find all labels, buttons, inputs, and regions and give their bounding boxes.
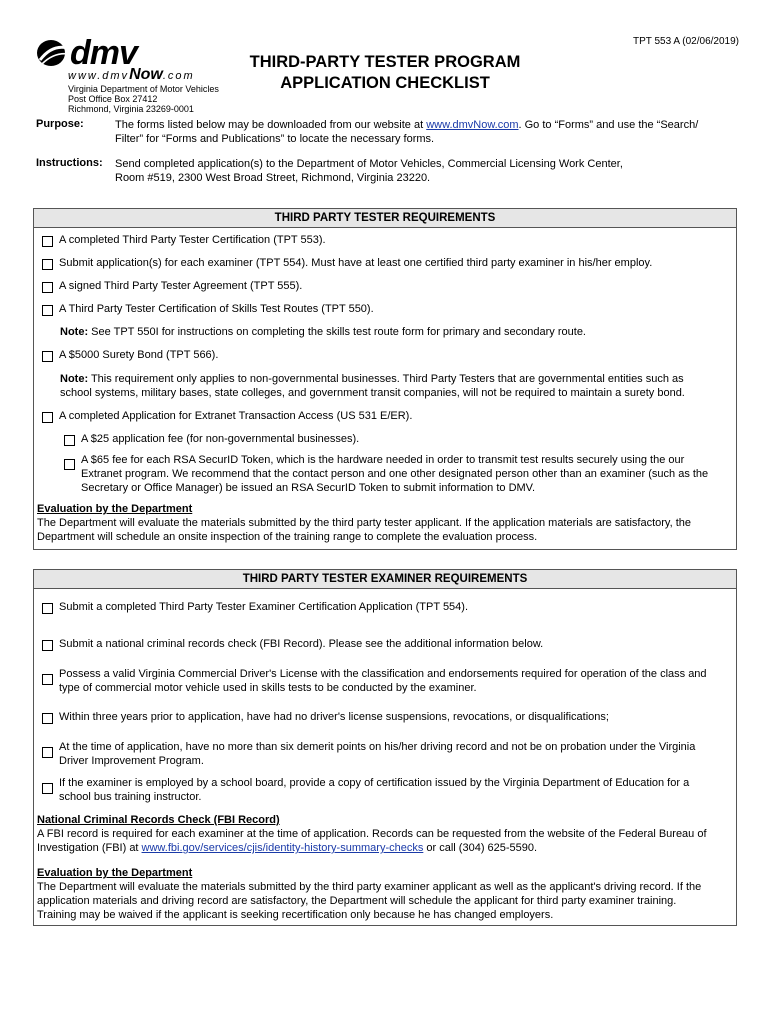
item-school-board: If the examiner is employed by a school board, provide a copy of certification issued by the Virginia Department of Education for a school bus training instructor. [59,777,690,803]
item-surety-bond: A $5000 Surety Bond (TPT 566). [59,349,219,361]
page-title: THIRD-PARTY TESTER PROGRAM APPLICATION CHECKLIST [249,53,521,92]
item-examiner-applications: Submit application(s) for each examiner (TPT 554). Must have at least one certified third party examiner in his/her employ. [59,257,653,269]
tester-evaluation: Evaluation by the Department The Department will evaluate the materials submitted by the third party tester applicant. If the application materials are satisfactory, the Department will schedule an onsite inspection of the training range to complete the evaluation process. [37,503,692,543]
item-certification: A completed Third Party Tester Certification (TPT 553). [59,234,326,246]
fbi-link[interactable]: www.fbi.gov/services/cjis/identity-history-summary-checks [141,842,424,854]
checkbox-fbi-record[interactable] [42,640,53,651]
fbi-record-info: National Criminal Records Check (FBI Record) A FBI record is required for each examiner at the time of application. Records can be requested from the website of the Federal Bureau of Investigation (FBI) at www.fbi.gov/services/cjis/identity-history-summary-checks or call (304) 625-5590. [37,814,707,854]
checkbox-commercial-license[interactable] [42,674,53,685]
logo-url: www.dmvNow.com [68,66,195,83]
checkbox-examiner-certification[interactable] [42,603,53,614]
agency-city: Richmond, Virginia 23269-0001 [68,104,194,114]
instructions-label: Instructions: [36,157,103,169]
examiner-evaluation: Evaluation by the Department The Department will evaluate the materials submitted by the third party examiner applicant as well as the applicant's driving record. If the application materials and driving record are satisfactory, the Department will schedule the applicant for third party examiner training. Training may be waived if the applicant is seeking recertification only because he has changed employers. [37,867,702,921]
item-test-routes: A Third Party Tester Certification of Skills Test Routes (TPT 550). [59,303,374,315]
dmv-swirl-icon [36,38,70,68]
logo-dmv-text: dmv [70,34,137,72]
checkbox-extranet-access[interactable] [42,412,53,423]
dmv-logo [36,34,236,114]
checkbox-application-fee[interactable] [64,435,75,446]
checkbox-demerit-points[interactable] [42,747,53,758]
note-surety-bond: Note: This requirement only applies to non-governmental businesses. Third Party Testers that are governmental entities such as school systems, military bases, state colleges, and government transit companies, will not be required to maintain a surety bond. [60,373,685,399]
tester-requirements-heading: THIRD PARTY TESTER REQUIREMENTS [34,209,736,228]
checkbox-tester-agreement[interactable] [42,282,53,293]
item-application-fee: A $25 application fee (for non-governmental businesses). [81,433,360,445]
item-securid-fee: A $65 fee for each RSA SecurID Token, which is the hardware needed in order to transmit test results securely using the our Extranet program. We recommend that the contact person and one other designated person other than an examiner (such as the Secretary or Office Manager) be issued an RSA SecurID Token to submit information to DMV. [81,454,709,494]
checkbox-school-board[interactable] [42,783,53,794]
checkbox-certification[interactable] [42,236,53,247]
note-test-routes: Note: See TPT 550I for instructions on completing the skills test route form for primary and secondary route. [60,326,586,338]
checkbox-surety-bond[interactable] [42,351,53,362]
item-commercial-license: Possess a valid Virginia Commercial Driver's License with the classification and endorsements required for operation of the class and type of commercial motor vehicle used in skills tests to be conducted by the examiner. [59,668,707,694]
checkbox-no-suspensions[interactable] [42,713,53,724]
purpose-text: The forms listed below may be downloaded from our website at www.dmvNow.com. Go to “Forms” and use the “Search/ Filter” for “Forms and Publications” to locate the necessary forms. [115,119,699,145]
examiner-requirements-section [33,569,737,926]
item-tester-agreement: A signed Third Party Tester Agreement (TPT 555). [59,280,303,292]
form-code: TPT 553 A (02/06/2019) [632,36,739,47]
purpose-label: Purpose: [36,118,84,130]
instructions-text: Send completed application(s) to the Department of Motor Vehicles, Commercial Licensing Work Center, Room #519, 2300 West Broad Street, Richmond, Virginia 23220. [115,158,623,184]
tester-requirements-section [33,208,737,550]
checkbox-securid-fee[interactable] [64,459,75,470]
checkbox-test-routes[interactable] [42,305,53,316]
dmvnow-link[interactable]: www.dmvNow.com [426,119,519,131]
item-no-suspensions: Within three years prior to application, have had no driver's license suspensions, revocations, or disqualifications; [59,711,609,723]
examiner-requirements-heading: THIRD PARTY TESTER EXAMINER REQUIREMENTS [34,570,736,589]
agency-address: Post Office Box 27412 [68,94,158,104]
agency-name: Virginia Department of Motor Vehicles [68,84,219,94]
item-extranet-access: A completed Application for Extranet Transaction Access (US 531 E/ER). [59,410,413,422]
item-demerit-points: At the time of application, have no more than six demerit points on his/her driving record and not be on probation under the Virginia Driver Improvement Program. [59,741,696,767]
item-fbi-record: Submit a national criminal records check (FBI Record). Please see the additional information below. [59,638,544,650]
item-examiner-certification: Submit a completed Third Party Tester Examiner Certification Application (TPT 554). [59,601,469,613]
checkbox-examiner-applications[interactable] [42,259,53,270]
